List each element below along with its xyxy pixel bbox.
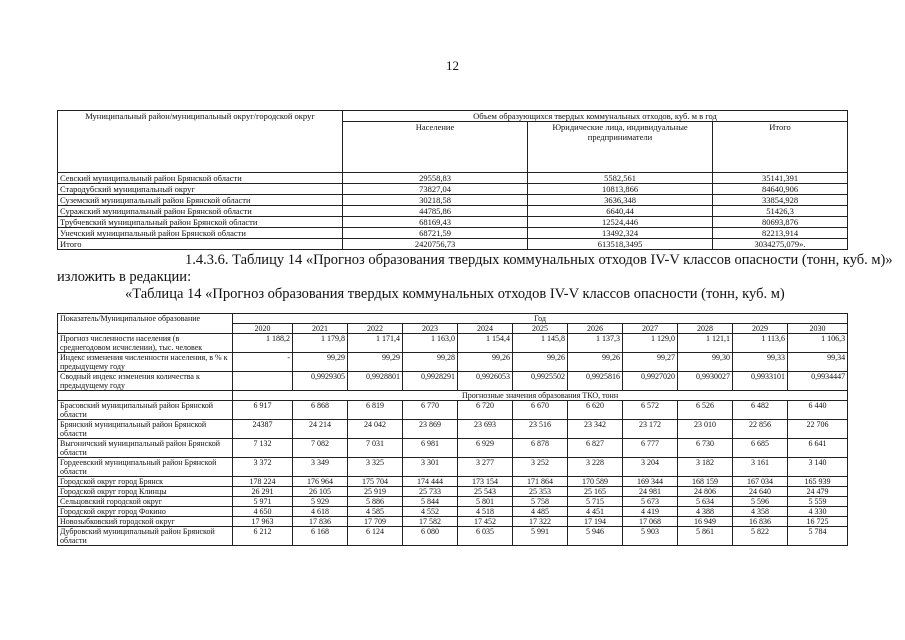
t2-value-cell: -	[233, 353, 293, 372]
t2-value-cell: 173 154	[458, 477, 513, 487]
t2-value-cell: 3 349	[293, 458, 348, 477]
table-row	[58, 477, 848, 487]
t2-value-cell: 4 419	[623, 507, 678, 517]
t2-value-cell: 6 819	[348, 401, 403, 420]
t2-value-cell: 4 358	[733, 507, 788, 517]
t1-cell-name: Суземский муниципальный район Брянской области	[58, 195, 343, 206]
t2-value-cell: 175 704	[348, 477, 403, 487]
t2-value-cell: 6 868	[293, 401, 348, 420]
t2-value-cell: 6 670	[513, 401, 568, 420]
t2-value-cell: 4 330	[788, 507, 848, 517]
t2-year-header: 2028	[678, 324, 733, 334]
t2-value-cell: 5 971	[233, 497, 293, 507]
t2-value-cell: 6 212	[233, 527, 293, 546]
t2-value-cell: 99,27	[623, 353, 678, 372]
t2-value-cell: 7 031	[348, 439, 403, 458]
t2-value-cell: 17 322	[513, 517, 568, 527]
t2-value-cell: 6 124	[348, 527, 403, 546]
t1-cell-name: Унечский муниципальный район Брянской области	[58, 228, 343, 239]
t2-value-cell: 26 291	[233, 487, 293, 497]
table-row	[58, 497, 848, 507]
t2-value-cell: 5 634	[678, 497, 733, 507]
t2-value-cell: 23 693	[458, 420, 513, 439]
t1-cell-population: 68721,59	[343, 228, 528, 239]
t2-value-cell: 6 917	[233, 401, 293, 420]
t2-value-cell: 7 082	[293, 439, 348, 458]
t2-value-cell: 169 344	[623, 477, 678, 487]
t2-value-cell: 23 010	[678, 420, 733, 439]
t2-value-cell: 6 770	[403, 401, 458, 420]
t2-value-cell: 23 516	[513, 420, 568, 439]
t2-value-cell: 3 277	[458, 458, 513, 477]
t2-value-cell: 6 685	[733, 439, 788, 458]
t2-header-year: Год	[233, 314, 848, 324]
table-row	[58, 507, 848, 517]
t2-value-cell: 16 949	[678, 517, 733, 527]
t2-year-header: 2024	[458, 324, 513, 334]
t2-value-cell: 6 572	[623, 401, 678, 420]
t2-value-cell: 99,34	[788, 353, 848, 372]
t2-value-cell: 26 105	[293, 487, 348, 497]
t2-value-cell: 1 106,3	[788, 334, 848, 353]
t2-value-cell: 3 301	[403, 458, 458, 477]
table-row	[58, 420, 848, 439]
t2-value-cell: 0,9925502	[513, 372, 568, 391]
t1-cell-name: Севский муниципальный район Брянской области	[58, 173, 343, 184]
t2-value-cell: 5 559	[788, 497, 848, 507]
t2-row-name: Городской округ город Клинцы	[58, 487, 233, 497]
t2-value-cell: 178 224	[233, 477, 293, 487]
t2-value-cell: 7 132	[233, 439, 293, 458]
t2-value-cell: 0,9934447	[788, 372, 848, 391]
t2-row-name: Прогноз численности населения (в среднегодовом исчислении), тыс. человек	[58, 334, 233, 353]
t2-value-cell: 3 161	[733, 458, 788, 477]
t2-value-cell: 25 165	[568, 487, 623, 497]
t2-value-cell: 99,29	[348, 353, 403, 372]
t1-cell-name: Стародубский муниципальный округ	[58, 184, 343, 195]
t2-value-cell: 6 620	[568, 401, 623, 420]
t2-value-cell: 5 758	[513, 497, 568, 507]
table-row	[58, 195, 848, 206]
t2-value-cell: 4 650	[233, 507, 293, 517]
t2-value-cell: 170 589	[568, 477, 623, 487]
t1-cell-population: 73827,04	[343, 184, 528, 195]
t2-value-cell: 6 929	[458, 439, 513, 458]
t1-header-municipality: Муниципальный район/муниципальный округ/городской округ	[58, 111, 343, 173]
t1-cell-name: Трубчевский муниципальный район Брянской области	[58, 217, 343, 228]
t2-value-cell: 0,9928801	[348, 372, 403, 391]
t2-value-cell: 3 140	[788, 458, 848, 477]
t2-year-header: 2022	[348, 324, 403, 334]
t1-header-group: Объем образующихся твердых коммунальных отходов, куб. м в год	[343, 111, 848, 122]
t2-row-name: Брянский муниципальный район Брянской области	[58, 420, 233, 439]
table-row	[58, 334, 848, 353]
t2-value-cell: 3 372	[233, 458, 293, 477]
t2-value-cell: 168 159	[678, 477, 733, 487]
t1-cell-legal: 3636,348	[528, 195, 713, 206]
t2-value-cell: 5 903	[623, 527, 678, 546]
t2-row-name: Сводный индекс изменения количества к предыдущему году	[58, 372, 233, 391]
t2-value-cell: 1 121,1	[678, 334, 733, 353]
t2-value-cell: 25 353	[513, 487, 568, 497]
t2-value-cell: 5 861	[678, 527, 733, 546]
table-row	[58, 184, 848, 195]
t2-value-cell: 23 172	[623, 420, 678, 439]
t1-cell-total: 3034275,079».	[713, 239, 848, 250]
t2-value-cell: 0,9930027	[678, 372, 733, 391]
paragraph-1-line-2: изложить в редакции:	[57, 269, 192, 285]
t2-year-header: 2020	[233, 324, 293, 334]
t2-value-cell: 99,28	[403, 353, 458, 372]
t2-row-name: Городской округ город Брянск	[58, 477, 233, 487]
t2-value-cell: 167 034	[733, 477, 788, 487]
t2-value-cell: 5 929	[293, 497, 348, 507]
t2-value-cell: 99,26	[513, 353, 568, 372]
t2-year-header: 2027	[623, 324, 678, 334]
t2-value-cell: 6 482	[733, 401, 788, 420]
page-number: 12	[446, 58, 459, 73]
t2-value-cell: 23 869	[403, 420, 458, 439]
t2-value-cell: 23 342	[568, 420, 623, 439]
t1-header-legal: Юридические лица, индивидуальные предприниматели	[528, 122, 713, 173]
t2-row-name: Индекс изменения численности населения, в % к предыдущему году	[58, 353, 233, 372]
t2-row-name: Выгоничский муниципальный район Брянской области	[58, 439, 233, 458]
waste-forecast-table	[57, 313, 848, 546]
table-row	[58, 206, 848, 217]
t2-value-cell: 165 939	[788, 477, 848, 487]
t2-value-cell: 171 864	[513, 477, 568, 487]
t2-value-cell: 1 145,8	[513, 334, 568, 353]
t2-value-cell: 1 179,8	[293, 334, 348, 353]
t2-year-header: 2030	[788, 324, 848, 334]
t2-value-cell: 4 618	[293, 507, 348, 517]
t2-value-cell: 6 981	[403, 439, 458, 458]
table-row	[58, 217, 848, 228]
t1-cell-population: 2420756,73	[343, 239, 528, 250]
t2-value-cell: 24 640	[733, 487, 788, 497]
t1-cell-legal: 6640,44	[528, 206, 713, 217]
table-row	[58, 517, 848, 527]
t2-value-cell: 25 543	[458, 487, 513, 497]
t2-value-cell: 17 709	[348, 517, 403, 527]
t1-cell-population: 44785,86	[343, 206, 528, 217]
t2-value-cell: 4 585	[348, 507, 403, 517]
t2-header-indicator: Показатель/Муниципальное образование	[58, 314, 233, 334]
t2-value-cell: 25 919	[348, 487, 403, 497]
t2-value-cell	[233, 372, 293, 391]
t1-header-total: Итого	[713, 122, 848, 173]
t2-value-cell: 3 325	[348, 458, 403, 477]
t2-value-cell: 1 163,0	[403, 334, 458, 353]
t2-value-cell: 0,9927020	[623, 372, 678, 391]
table-row	[58, 372, 848, 391]
t2-value-cell: 5 886	[348, 497, 403, 507]
t2-value-cell: 24 981	[623, 487, 678, 497]
t1-cell-legal: 10813,866	[528, 184, 713, 195]
t2-row-name: Сельцовский городской округ	[58, 497, 233, 507]
t2-value-cell: 4 485	[513, 507, 568, 517]
t1-cell-total: 82213,914	[713, 228, 848, 239]
table-row	[58, 173, 848, 184]
t2-subheader: Прогнозные значения образования ТКО, тонн	[233, 391, 848, 401]
t2-value-cell: 174 444	[403, 477, 458, 487]
t2-value-cell: 6 035	[458, 527, 513, 546]
table-row	[58, 439, 848, 458]
t2-value-cell: 16 836	[733, 517, 788, 527]
t1-cell-legal: 13492,324	[528, 228, 713, 239]
t1-cell-total: 35141,391	[713, 173, 848, 184]
t2-value-cell: 6 730	[678, 439, 733, 458]
t1-cell-population: 30218,58	[343, 195, 528, 206]
waste-volume-table	[57, 110, 848, 250]
paragraph-1-line-1: 1.4.3.6. Таблицу 14 «Прогноз образования твердых коммунальных отходов IV-V классов опасности (тонн, куб. м)»	[185, 252, 893, 268]
t2-value-cell: 6 168	[293, 527, 348, 546]
t1-cell-legal: 5582,561	[528, 173, 713, 184]
t2-value-cell: 17 963	[233, 517, 293, 527]
t2-value-cell: 6 641	[788, 439, 848, 458]
t2-value-cell: 4 552	[403, 507, 458, 517]
t2-value-cell: 3 204	[623, 458, 678, 477]
paragraph-2: «Таблица 14 «Прогноз образования твердых коммунальных отходов IV-V классов опасности (тонн, куб. м)	[125, 286, 785, 302]
t2-value-cell: 24387	[233, 420, 293, 439]
table-row	[58, 527, 848, 546]
t1-cell-name: Итого	[58, 239, 343, 250]
t2-value-cell: 17 452	[458, 517, 513, 527]
t2-year-header: 2023	[403, 324, 458, 334]
t2-value-cell: 24 806	[678, 487, 733, 497]
t2-value-cell: 99,30	[678, 353, 733, 372]
t2-value-cell: 22 856	[733, 420, 788, 439]
t2-value-cell: 17 194	[568, 517, 623, 527]
t2-value-cell: 17 582	[403, 517, 458, 527]
t2-value-cell: 24 214	[293, 420, 348, 439]
t2-value-cell: 6 777	[623, 439, 678, 458]
t2-value-cell: 24 042	[348, 420, 403, 439]
t2-value-cell: 4 518	[458, 507, 513, 517]
t2-value-cell: 1 137,3	[568, 334, 623, 353]
t1-cell-legal: 12524,446	[528, 217, 713, 228]
table-row	[58, 239, 848, 250]
t2-value-cell: 99,29	[293, 353, 348, 372]
table-row	[58, 487, 848, 497]
t2-value-cell: 6 720	[458, 401, 513, 420]
t1-cell-legal: 613518,3495	[528, 239, 713, 250]
t1-header-population: Население	[343, 122, 528, 173]
t2-value-cell: 1 171,4	[348, 334, 403, 353]
t2-value-cell: 6 440	[788, 401, 848, 420]
t2-value-cell: 99,26	[458, 353, 513, 372]
t2-value-cell: 0,9929305	[293, 372, 348, 391]
t2-row-name: Городской округ город Фокино	[58, 507, 233, 517]
t2-value-cell: 5 596	[733, 497, 788, 507]
t2-value-cell: 1 129,0	[623, 334, 678, 353]
t1-cell-total: 80693,876	[713, 217, 848, 228]
t2-value-cell: 1 154,4	[458, 334, 513, 353]
t2-value-cell: 3 182	[678, 458, 733, 477]
table-row	[58, 228, 848, 239]
t2-value-cell: 6 080	[403, 527, 458, 546]
table-row	[58, 353, 848, 372]
t2-year-header: 2026	[568, 324, 623, 334]
t2-value-cell: 6 827	[568, 439, 623, 458]
t2-value-cell: 99,33	[733, 353, 788, 372]
t2-value-cell: 0,9928291	[403, 372, 458, 391]
t1-cell-total: 51426,3	[713, 206, 848, 217]
t2-year-header: 2029	[733, 324, 788, 334]
t2-year-header: 2025	[513, 324, 568, 334]
t2-year-header: 2021	[293, 324, 348, 334]
t2-value-cell: 17 836	[293, 517, 348, 527]
t2-value-cell: 16 725	[788, 517, 848, 527]
t2-value-cell: 24 479	[788, 487, 848, 497]
t1-cell-name: Суражский муниципальный район Брянской области	[58, 206, 343, 217]
t2-value-cell: 4 388	[678, 507, 733, 517]
t2-value-cell: 3 228	[568, 458, 623, 477]
t2-value-cell: 5 844	[403, 497, 458, 507]
t2-value-cell: 0,9925816	[568, 372, 623, 391]
t2-value-cell: 1 113,6	[733, 334, 788, 353]
t2-value-cell: 0,9926053	[458, 372, 513, 391]
t2-value-cell: 22 706	[788, 420, 848, 439]
t2-value-cell: 17 068	[623, 517, 678, 527]
t2-value-cell: 5 715	[568, 497, 623, 507]
t2-row-name: Дубровский муниципальный район Брянской области	[58, 527, 233, 546]
t2-value-cell: 3 252	[513, 458, 568, 477]
t2-value-cell: 5 784	[788, 527, 848, 546]
table-row	[58, 458, 848, 477]
t2-value-cell: 5 991	[513, 527, 568, 546]
t2-value-cell: 99,26	[568, 353, 623, 372]
t2-value-cell: 4 451	[568, 507, 623, 517]
table-row	[58, 401, 848, 420]
t2-row-name: Гордеевский муниципальный район Брянской области	[58, 458, 233, 477]
t2-value-cell: 6 878	[513, 439, 568, 458]
t2-value-cell: 176 964	[293, 477, 348, 487]
t2-value-cell: 5 673	[623, 497, 678, 507]
t1-cell-total: 33854,928	[713, 195, 848, 206]
t1-cell-population: 68169,43	[343, 217, 528, 228]
t2-value-cell: 5 946	[568, 527, 623, 546]
t1-cell-population: 29558,83	[343, 173, 528, 184]
t2-row-name: Новозыбковский городской округ	[58, 517, 233, 527]
t2-value-cell: 25 733	[403, 487, 458, 497]
t2-value-cell: 0,9933101	[733, 372, 788, 391]
t2-value-cell: 5 822	[733, 527, 788, 546]
t1-cell-total: 84640,906	[713, 184, 848, 195]
t2-value-cell: 5 801	[458, 497, 513, 507]
t2-value-cell: 1 188,2	[233, 334, 293, 353]
t2-row-name: Брасовский муниципальный район Брянской области	[58, 401, 233, 420]
t2-value-cell: 6 526	[678, 401, 733, 420]
